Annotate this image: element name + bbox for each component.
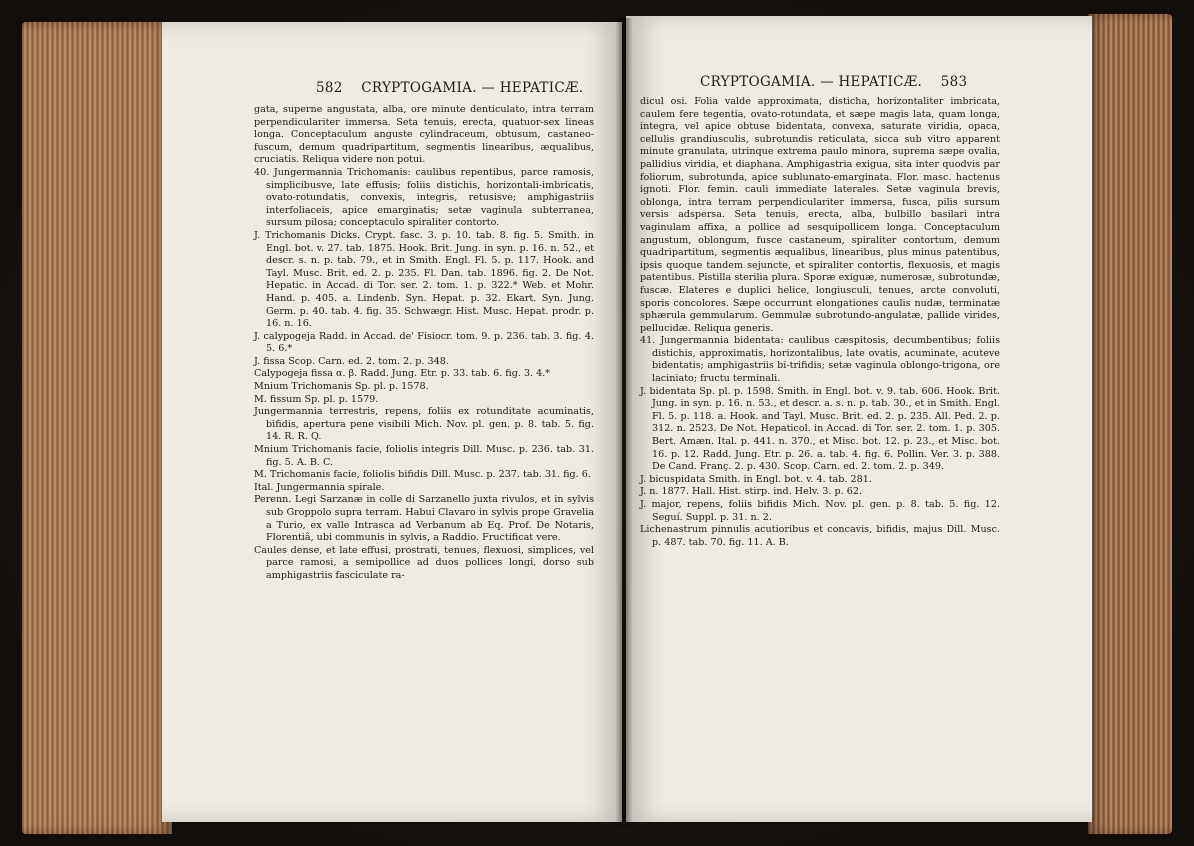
synonym-entry: J. n. 1877. Hall. Hist. stirp. ind. Helv. 3. p. 62. [640,486,862,498]
left-page-number: 582 [316,80,343,96]
right-running-head [700,74,981,90]
left-page-text [254,104,594,583]
locality-paragraph: Perenn. Legi Sarzanæ in colle di Sarzanello juxta rivulos, et in sylvis sub Groppolo supra terram. Habui Clavaro in sylvis prope Gravelia a Turio, ex valle Intrasca ad Verbanum ab Eq. Prof. De Notaris, Florentiâ, ubi communis in sylvis, a Raddio. Fructificat vere. [254,494,594,544]
right-page-edges [1088,14,1172,834]
synonym-entry: Mnium Trichomanis facie, foliolis integris Dill. Musc. p. 236. tab. 31. fig. 5. A. B. C. [254,444,594,468]
synonym-entry: Jungermannia terrestris, repens, foliis ex rotunditate acuminatis, bifidis, apertura pene visibili Mich. Nov. pl. gen. p. 8. tab. 5. fig. 14. R. R. Q. [254,406,594,443]
species-entry-41: 41. Jungermannia bidentata: caulibus cæspitosis, decumbentibus; foliis distichis, approximatis, horizontalibus, late ovatis, acuminate, acuteve bidentatis; amphigastriis bi-trifidis; setæ vaginula oblongo-trigona, ore laciniato; fructu terminali. [640,335,1000,385]
species-entry-40: 40. Jungermannia Trichomanis: caulibus repentibus, parce ramosis, simplicibusve, late effusis; foliis distichis, horizontali-imbricatis, ovato-rotundatis, convexis, integris, retusisve; amphigastriis interfoliaceis, apice emarginatis; setæ vaginula subterranea, sursum pilosa; conceptaculo spiraliter contorto. [254,166,594,229]
italian-name: Ital. Jungermannia spirale. [254,481,385,493]
synonym-entry: J. calypogeja Radd. in Accad. de' Fisiocr. tom. 9. p. 236. tab. 3. fig. 4. 5. 6.* [254,330,594,355]
synonym-entry: J. fissa Scop. Carn. ed. 2. tom. 2. p. 348. [254,355,449,367]
right-page [626,16,1092,822]
right-page-text [640,96,1000,549]
synonym-entry: Lichenastrum pinnulis acutioribus et concavis, bifidis, majus Dill. Musc. p. 487. tab. 70. fig. 11. A. B. [640,524,1000,548]
synonym-entry: J. bidentata Sp. pl. p. 1598. Smith. in Engl. bot. v. 9. tab. 606. Hook. Brit. Jung. in syn. p. 16. n. 53., et descr. a. s. n. p. tab. 30., et in Smith. Engl. Fl. 5. p. 118. a. Hook. and Tayl. Musc. Brit. ed. 2. p. 235. All. Ped. 2. p. 312. n. 2523. De Not. Hepaticol. in Accad. di Tor. ser. 2. tom. 1. p. 305. Bert. Amæn. Ital. p. 441. n. 370., et Misc. bot. 12. p. 23., et Misc. bot. 16. p. 12. Radd. Jung. Etr. p. 26. a. tab. 4. fig. 6. Pollin. Ver. 3. p. 388. De Cand. Franç. 2. p. 430. Scop. Carn. ed. 2. tom. 2. p. 349. [640,385,1000,473]
synonym-entry: J. bicuspidata Smith. in Engl. bot. v. 4. tab. 281. [640,473,872,485]
left-running-head [302,80,583,96]
description-paragraph: Caules dense, et late effusi, prostrati, tenues, flexuosi, simplices, vel parce ramosi, a semipollice ad duos pollices longi, dorso sub amphigastriis fasciculate ra- [254,544,594,581]
left-page-edges [22,22,172,834]
synonym-entry: Calypogeja fissa α. β. Radd. Jung. Etr. p. 33. tab. 6. fig. 3. 4.* [254,368,551,380]
synonym-entry: M. fissum Sp. pl. p. 1579. [254,393,379,405]
synonym-entry: M. Trichomanis facie, foliolis bifidis Dill. Musc. p. 237. tab. 31. fig. 6. [254,469,591,481]
synonym-entry: J. major, repens, foliis bifidis Mich. Nov. pl. gen. p. 8. tab. 5. fig. 12. Seguí. Suppl. p. 31. n. 2. [640,499,1000,523]
left-page [162,22,622,822]
right-running-head-title: CRYPTOGAMIA. — HEPATICÆ. [700,74,923,90]
paragraph: gata, superne angustata, alba, ore minute denticulato, intra terram perpendiculariter immersa. Seta tenuis, erecta, quatuor-sex lineas longa. Conceptaculum anguste cylindraceum, obtusum, castaneo-fuscum, demum quadripartitum, segmentis linearibus, æqualibus, cruciatis. Reliqua videre non potui. [254,104,594,166]
open-book [22,14,1172,834]
synonym-entry: Mnium Trichomanis Sp. pl. p. 1578. [254,381,429,393]
synonym-entry: J. Trichomanis Dicks. Crypt. fasc. 3. p. 10. tab. 8. fig. 5. Smith. in Engl. bot. v. 27. tab. 1875. Hook. Brit. Jung. in syn. p. 16. n. 52., et descr. s. n. p. tab. 79., et in Smith. Engl. Fl. 5. p. 117. Hook. and Tayl. Musc. Brit. ed. 2. p. 235. Fl. Dan. tab. 1896. fig. 2. De Not. Hepatic. in Accad. di Tor. ser. 2. tom. 1. p. 322.* Web. et Mohr. Hand. p. 405. a. Lindenb. Syn. Hepat. p. 32. Ekart. Syn. Jung. Germ. p. 40. tab. 4. fig. 35. Schwægr. Hist. Musc. Hepat. prodr. p. 16. n. 16. [254,229,594,330]
left-running-head-title: CRYPTOGAMIA. — HEPATICÆ. [361,80,584,96]
right-page-number: 583 [940,74,968,90]
description-paragraph: dicul osi. Folia valde approximata, disticha, horizontaliter imbricata, caulem fere tegentia, ovato-rotundata, et sæpe magis lata, quam longa, integra, vel apice obtuse bidentata, convexa, saturate viridia, opaca, cellulis grandiusculis, subrotundis reticulata, sicca sub vitro apparent minute granulata, utrinque extrema paulo minora, suprema sæpe ovalia, pallidius viridia, et diaphana. Amphigastria exigua, sita inter quodvis par foliorum, subrotunda, apice sublunato-emarginata. Flor. masc. hactenus ignoti. Flor. femin. cauli immediate laterales. Setæ vaginula brevis, oblonga, intra terram perpendiculariter immersa, fusca, pilis sursum versis adspersa. Seta tenuis, erecta, alba, bulbillo basilari intra vaginulam affixa, a pollice ad sesquipollicem longa. Conceptaculum angustum, oblongum, fusce castaneum, spiraliter contortum, demum quadripartitum, segmentis æqualibus, linearibus, plus minus patentibus, ipsis quoque tandem sejuncte, et spiraliter contortis, flexuosis, et magis patentibus. Pistilla sterilia plura. Sporæ exiguæ, numerosæ, subrotundæ, fuscæ. Elateres e duplici helice, longiusculi, tenues, arcte convoluti, sporis concolores. Sæpe occurrunt elongationes caulis nudæ, terminatæ sphærula gemmularum. Gemmulæ subrotundo-angulatæ, pallide virides, pellucidæ. Reliqua generis. [640,96,1000,334]
book-gutter [616,18,632,826]
